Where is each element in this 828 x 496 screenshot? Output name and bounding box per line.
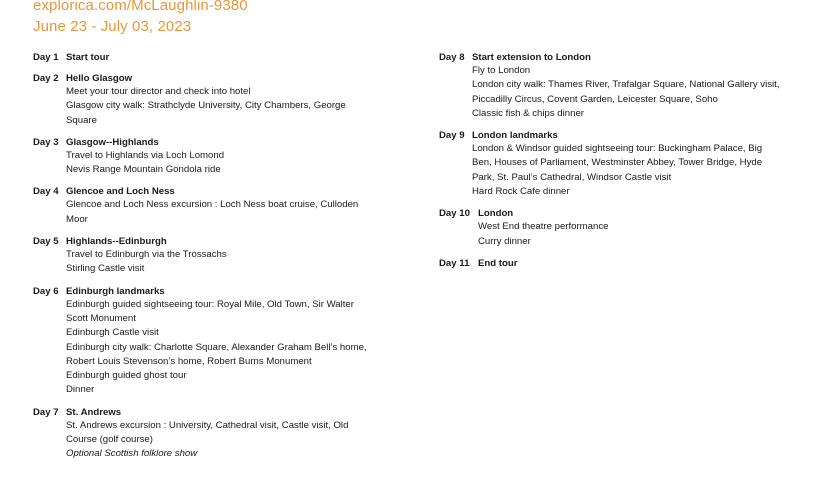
activity-line: Robert Louis Stevenson’s home, Robert Burns Monument <box>66 355 312 367</box>
activity-line: Nevis Range Mountain Gondola ride <box>66 164 221 176</box>
activity-line: Square <box>66 114 97 126</box>
day-heading <box>33 137 423 149</box>
day-title: St. Andrews <box>66 406 122 418</box>
activity-line: Ben, Houses of Parliament, Westminster Abbey, Tower Bridge, Hyde <box>472 157 763 169</box>
activity-line: Course (golf course) <box>66 434 153 446</box>
day-8 <box>439 52 827 121</box>
day-heading <box>33 186 423 198</box>
activity-line: West End theatre performance <box>478 221 609 233</box>
day-6 <box>33 286 423 398</box>
optional-activity-line: Optional Scottish folklore show <box>66 448 198 460</box>
activity-line: Dinner <box>66 384 95 396</box>
activity-line: Curry dinner <box>478 235 531 247</box>
activity-line: Edinburgh guided ghost tour <box>66 370 187 382</box>
activity-line: London & Windsor guided sightseeing tour: Buckingham Palace, Big <box>472 143 763 155</box>
day-heading <box>439 208 827 220</box>
day-heading <box>439 130 827 142</box>
day-number: Day 2 <box>33 73 59 84</box>
day-number: Day 5 <box>33 236 59 248</box>
itinerary-left-column <box>33 52 423 471</box>
day-heading <box>33 236 423 248</box>
activity-line: Scott Monument <box>66 312 136 324</box>
day-number: Day 9 <box>439 130 465 142</box>
activity-line: Edinburgh Castle visit <box>66 327 159 339</box>
activity-line: Travel to Highlands via Loch Lomond <box>66 149 225 161</box>
day-title: London <box>478 208 514 220</box>
day-9 <box>439 130 827 199</box>
day-heading <box>33 286 423 298</box>
activity-line: St. Andrews excursion : University, Cathedral visit, Castle visit, Old <box>66 419 349 431</box>
activity-line: Stirling Castle visit <box>66 263 145 275</box>
day-heading <box>439 52 827 64</box>
day-number: Day 1 <box>33 52 59 63</box>
day-title: Hello Glasgow <box>66 73 133 84</box>
day-number: Day 10 <box>439 208 470 220</box>
activity-line: Moor <box>66 213 88 225</box>
activity-line: London city walk: Thames River, Trafalgar Square, National Gallery visit, <box>472 79 780 91</box>
activity-line: Glasgow city walk: Strathclyde University, City Chambers, George <box>66 100 346 112</box>
activity-line: Park, St. Paul’s Cathedral, Windsor Castle visit <box>472 171 672 183</box>
day-title: Edinburgh landmarks <box>66 285 165 297</box>
day-heading <box>33 407 423 419</box>
day-title: End tour <box>478 257 518 269</box>
activity-line: Glencoe and Loch Ness excursion : Loch Ness boat cruise, Culloden <box>66 199 359 211</box>
day-4 <box>33 186 423 227</box>
trip-dates: June 23 - July 03, 2023 <box>33 18 192 35</box>
activity-line: Hard Rock Cafe dinner <box>472 186 570 198</box>
day-5 <box>33 236 423 277</box>
day-number: Day 8 <box>439 52 465 63</box>
activity-line: Fly to London <box>472 65 531 76</box>
trip-url[interactable]: explorica.com/McLaughlin-9380 <box>33 0 248 14</box>
day-2 <box>33 73 423 128</box>
activity-line: Classic fish & chips dinner <box>472 107 584 119</box>
day-heading <box>33 73 423 85</box>
day-number: Day 3 <box>33 136 59 148</box>
day-10 <box>439 208 827 249</box>
day-1 <box>33 52 423 64</box>
day-title: Glasgow--Highlands <box>66 136 159 148</box>
day-title: Start extension to London <box>472 52 591 63</box>
day-number: Day 6 <box>33 285 59 297</box>
day-heading <box>33 52 423 64</box>
day-number: Day 11 <box>439 257 470 269</box>
activity-line: Travel to Edinburgh via the Trossachs <box>66 249 227 261</box>
day-title: Start tour <box>66 52 110 63</box>
day-3 <box>33 137 423 178</box>
day-title: London landmarks <box>472 130 558 142</box>
day-title: Glencoe and Loch Ness <box>66 186 175 198</box>
day-heading <box>439 258 827 270</box>
itinerary-right-column <box>439 52 827 279</box>
day-7 <box>33 407 423 462</box>
day-title: Highlands--Edinburgh <box>66 236 167 248</box>
activity-line: Edinburgh city walk: Charlotte Square, Alexander Graham Bell’s home, <box>66 341 367 353</box>
activity-line: Meet your tour director and check into hotel <box>66 86 251 97</box>
day-number: Day 7 <box>33 406 59 418</box>
activity-line: Edinburgh guided sightseeing tour: Royal Mile, Old Town, Sir Walter <box>66 298 354 310</box>
day-11 <box>439 258 827 270</box>
day-number: Day 4 <box>33 186 59 198</box>
activity-line: Piccadilly Circus, Covent Garden, Leicester Square, Soho <box>472 93 718 105</box>
